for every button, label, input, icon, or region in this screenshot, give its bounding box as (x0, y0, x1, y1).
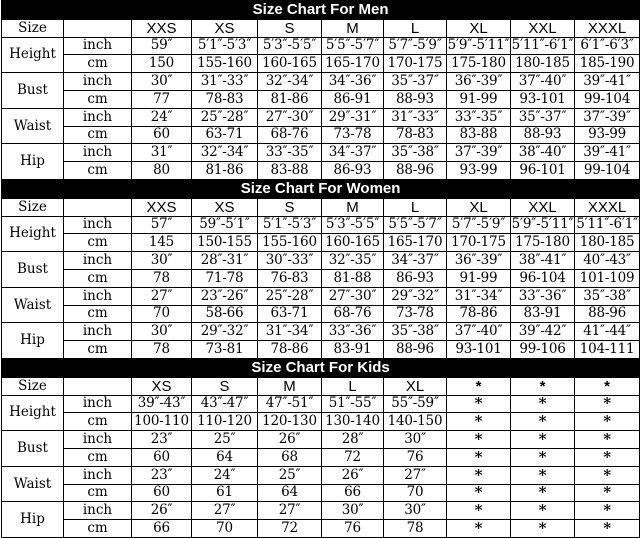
kids-value-cell: * (447, 448, 511, 466)
women-value-cell: 5′9″-5′11″ (511, 216, 574, 233)
kids-unit-label: inch (64, 466, 132, 484)
women-value-cell: 34″-37″ (384, 252, 447, 270)
men-value-cell: 93-99 (447, 162, 511, 180)
kids-value-cell: 100-110 (132, 413, 192, 431)
kids-value-cell: 23″ (132, 431, 192, 449)
men-hip-cm-row (2, 162, 640, 180)
women-size-header-cell: XL (447, 198, 511, 216)
women-value-cell: 25″-28″ (258, 287, 322, 305)
women-value-cell: 23″-26″ (192, 287, 258, 305)
men-value-cell: 68-76 (258, 126, 322, 144)
kids-value-cell: * (511, 484, 575, 502)
women-value-cell: 5′7″-5′9″ (447, 216, 511, 234)
men-value-cell: 34″-37″ (322, 144, 384, 162)
women-size-header-row (2, 198, 640, 216)
women-value-cell: 5′11″-6′1″ (576, 216, 638, 233)
women-unit-label: cm (64, 305, 132, 323)
men-value-cell: 88-96 (384, 162, 447, 180)
women-value-cell: 5′3″-5′5″ (322, 216, 384, 234)
men-size-header-cell: XS (192, 19, 258, 37)
men-value-cell: 170-175 (384, 55, 447, 73)
women-value-cell: 93-101 (447, 341, 511, 359)
women-value-cell: 71-78 (192, 269, 258, 287)
kids-measure-label-waist: Waist (2, 466, 64, 502)
kids-value-cell: 55″-59″ (384, 395, 447, 413)
men-value-cell: 93-99 (575, 126, 640, 144)
kids-size-header-cell: * (575, 377, 640, 395)
men-bust-inch-row (2, 73, 640, 91)
men-value-cell: 31″-33″ (192, 73, 258, 91)
men-value-cell: 83-88 (447, 126, 511, 144)
kids-value-cell: 51″-55″ (322, 395, 384, 413)
kids-value-cell: 61 (192, 484, 258, 502)
kids-value-cell: 68 (258, 448, 322, 466)
women-title-row (2, 179, 640, 198)
women-value-cell: 170-175 (447, 234, 511, 252)
women-measure-label-waist: Waist (2, 287, 64, 323)
kids-value-cell: 66 (322, 484, 384, 502)
women-hip-cm-row (2, 341, 640, 359)
women-value-cell: 57″ (132, 216, 192, 234)
women-value-cell: 29″-32″ (192, 323, 258, 341)
men-measure-label-waist: Waist (2, 108, 64, 144)
kids-size-header-cell: XS (132, 377, 192, 395)
kids-value-cell: 39″-43″ (132, 395, 192, 413)
women-value-cell: 155-160 (258, 234, 322, 252)
men-bust-cm-row (2, 90, 640, 108)
women-value-cell: 5′5″-5′7″ (384, 216, 447, 234)
men-value-cell: 93-101 (511, 90, 575, 108)
women-bust-cm-row (2, 269, 640, 287)
men-value-cell: 5′7″-5′9″ (384, 37, 447, 55)
men-value-cell: 24″ (132, 108, 192, 126)
men-size-header-cell: L (384, 19, 447, 37)
kids-value-cell: 26″ (258, 431, 322, 449)
men-value-cell: 73-78 (322, 126, 384, 144)
men-value-cell: 39″-41″ (575, 144, 640, 162)
men-waist-cm-row (2, 126, 640, 144)
men-value-cell: 29″-31″ (322, 108, 384, 126)
men-value-cell: 150 (132, 55, 192, 73)
men-value-cell: 5′1″-5′3″ (192, 37, 258, 55)
men-value-cell: 5′5″-5′7″ (322, 37, 384, 55)
men-value-cell: 27″-30″ (258, 108, 322, 126)
men-value-cell: 81-86 (258, 90, 322, 108)
kids-value-cell: 64 (192, 448, 258, 466)
kids-value-cell: 140-150 (384, 413, 447, 431)
women-size-header-cell: XXL (511, 198, 575, 216)
women-value-cell: 33″-36″ (322, 323, 384, 341)
kids-value-cell: 30″ (384, 431, 447, 449)
men-value-cell: 5′9″-5′11″ (447, 37, 510, 54)
kids-value-cell: * (575, 395, 640, 413)
kids-value-cell: 30″ (384, 502, 447, 520)
men-value-cell: 5′11″-6′1″ (511, 37, 574, 54)
men-value-cell: 32″-34″ (258, 73, 322, 91)
men-value-cell: 35″-37″ (384, 73, 447, 91)
women-value-cell: 33″-36″ (511, 287, 575, 305)
men-value-cell: 34″-36″ (322, 73, 384, 91)
women-height-inch-row (2, 216, 640, 234)
size-chart (1, 0, 639, 538)
men-value-cell: 63-71 (192, 126, 258, 144)
women-value-cell: 83-91 (322, 341, 384, 359)
men-chart-title: Size Chart For Men (2, 1, 640, 20)
women-height-cm-row (2, 234, 640, 252)
women-value-cell: 78-86 (447, 305, 511, 323)
kids-value-cell: 25″ (192, 431, 258, 449)
men-value-cell: 81-86 (192, 162, 258, 180)
women-value-cell: 32″-35″ (322, 252, 384, 270)
kids-value-cell: 76 (322, 520, 384, 538)
kids-value-cell: 60 (132, 484, 192, 502)
kids-height-cm-row (2, 413, 640, 431)
men-value-cell: 59″ (132, 37, 192, 55)
women-value-cell: 28″-31″ (192, 252, 258, 270)
men-value-cell: 88-93 (511, 126, 575, 144)
men-value-cell: 38″-40″ (511, 144, 575, 162)
kids-title-row (2, 358, 640, 377)
women-value-cell: 36″-39″ (447, 252, 511, 270)
men-value-cell: 91-99 (447, 90, 511, 108)
men-size-header-cell: XXS (132, 19, 192, 37)
women-value-cell: 30″-33″ (258, 252, 322, 270)
men-value-cell: 36″-39″ (447, 73, 511, 91)
kids-value-cell: * (511, 502, 575, 520)
men-size-header-cell: S (258, 19, 322, 37)
men-unit-label: cm (64, 90, 132, 108)
kids-value-cell: * (575, 413, 640, 431)
women-chart-title: Size Chart For Women (2, 179, 640, 198)
women-value-cell: 96-104 (511, 269, 575, 287)
women-measure-label-height: Height (2, 216, 64, 252)
kids-value-cell: 43″-47″ (192, 395, 258, 413)
kids-size-label: Size (2, 377, 64, 395)
women-value-cell: 145 (132, 234, 192, 252)
women-value-cell: 73-81 (192, 341, 258, 359)
kids-value-cell: 25″ (258, 466, 322, 484)
men-value-cell: 39″-41″ (575, 73, 640, 91)
women-value-cell: 101-109 (575, 269, 640, 287)
women-value-cell: 70 (132, 305, 192, 323)
women-value-cell: 27″-30″ (322, 287, 384, 305)
women-unit-label: cm (64, 234, 132, 252)
kids-size-header-cell: L (322, 377, 384, 395)
men-value-cell: 86-91 (322, 90, 384, 108)
women-value-cell: 73-78 (384, 305, 447, 323)
men-unit-label: inch (64, 73, 132, 91)
kids-measure-label-hip: Hip (2, 502, 64, 538)
kids-value-cell: 72 (258, 520, 322, 538)
women-value-cell: 78-86 (258, 341, 322, 359)
men-value-cell: 165-170 (322, 55, 384, 73)
men-measure-label-hip: Hip (2, 144, 64, 180)
kids-value-cell: 27″ (258, 502, 322, 520)
women-value-cell: 99-106 (511, 341, 575, 359)
kids-value-cell: * (447, 395, 511, 413)
women-size-header-cell: XXS (132, 198, 192, 216)
men-value-cell: 99-104 (575, 90, 640, 108)
men-unit-label: cm (64, 55, 132, 73)
men-value-cell: 37″-40″ (511, 73, 575, 91)
kids-bust-cm-row (2, 448, 640, 466)
men-value-cell: 88-93 (384, 90, 447, 108)
men-value-cell: 25″-28″ (192, 108, 258, 126)
kids-value-cell: 30″ (322, 502, 384, 520)
kids-unit-label: cm (64, 448, 132, 466)
men-height-inch-row (2, 37, 640, 55)
women-size-label: Size (2, 198, 64, 216)
kids-value-cell: 66 (132, 520, 192, 538)
women-hip-inch-row (2, 323, 640, 341)
kids-value-cell: * (511, 413, 575, 431)
kids-value-cell: 24″ (192, 466, 258, 484)
kids-hip-inch-row (2, 502, 640, 520)
women-value-cell: 35″-38″ (575, 287, 640, 305)
kids-value-cell: 27″ (192, 502, 258, 520)
kids-value-cell: * (575, 502, 640, 520)
women-size-header-cell: M (322, 198, 384, 216)
kids-value-cell: * (575, 431, 640, 449)
women-size-header-cell: XS (192, 198, 258, 216)
women-value-cell: 78 (132, 269, 192, 287)
kids-value-cell: 78 (384, 520, 447, 538)
women-value-cell: 40″-43″ (575, 252, 640, 270)
men-size-header-row (2, 19, 640, 37)
kids-height-inch-row (2, 395, 640, 413)
men-unit-label: inch (64, 144, 132, 162)
men-value-cell: 60 (132, 126, 192, 144)
men-value-cell: 86-93 (322, 162, 384, 180)
kids-size-header-cell: M (258, 377, 322, 395)
women-value-cell: 160-165 (322, 234, 384, 252)
men-value-cell: 99-104 (575, 162, 640, 180)
kids-size-header-cell: S (192, 377, 258, 395)
women-unit-label: cm (64, 341, 132, 359)
men-value-cell: 96-101 (511, 162, 575, 180)
men-unit-label: cm (64, 126, 132, 144)
women-value-cell: 29″-32″ (384, 287, 447, 305)
women-value-cell: 76-83 (258, 269, 322, 287)
kids-unit-label: inch (64, 502, 132, 520)
kids-value-cell: 26″ (132, 502, 192, 520)
kids-size-header-cell: XL (384, 377, 447, 395)
men-size-header-cell: M (322, 19, 384, 37)
men-value-cell: 33″-35″ (258, 144, 322, 162)
men-unit-label: cm (64, 162, 132, 180)
kids-value-cell: * (447, 520, 511, 538)
kids-unit-label: inch (64, 395, 132, 413)
women-value-cell: 165-170 (384, 234, 447, 252)
kids-waist-inch-row (2, 466, 640, 484)
kids-value-cell: * (511, 431, 575, 449)
men-value-cell: 6′1″-6′3″ (575, 37, 640, 55)
women-size-header-cell: XXXL (575, 198, 640, 216)
men-value-cell: 31″ (132, 144, 192, 162)
women-unit-label: inch (64, 287, 132, 305)
women-value-cell: 88-96 (575, 305, 640, 323)
women-value-cell: 59″-5′1″ (192, 216, 258, 234)
kids-size-header-cell: * (511, 377, 575, 395)
women-value-cell: 38″-41″ (511, 252, 575, 270)
kids-value-cell: 64 (258, 484, 322, 502)
women-value-cell: 88-96 (384, 341, 447, 359)
men-header-blank (64, 19, 132, 37)
men-size-label: Size (2, 19, 64, 37)
women-value-cell: 39″-42″ (511, 323, 575, 341)
men-value-cell: 37″-39″ (447, 144, 511, 162)
kids-value-cell: 23″ (132, 466, 192, 484)
kids-value-cell: * (575, 466, 640, 484)
women-value-cell: 150-155 (192, 234, 258, 252)
women-waist-inch-row (2, 287, 640, 305)
kids-value-cell: 47″-51″ (258, 395, 322, 413)
women-value-cell: 27″ (132, 287, 192, 305)
women-value-cell: 30″ (132, 252, 192, 270)
kids-value-cell: 28″ (322, 431, 384, 449)
men-value-cell: 185-190 (575, 55, 640, 73)
kids-unit-label: inch (64, 431, 132, 449)
women-value-cell: 41″-44″ (575, 323, 640, 341)
kids-value-cell: 70 (384, 484, 447, 502)
men-value-cell: 160-165 (258, 55, 322, 73)
men-title-row (2, 1, 640, 20)
kids-unit-label: cm (64, 520, 132, 538)
kids-value-cell: * (447, 413, 511, 431)
kids-measure-label-height: Height (2, 395, 64, 431)
men-value-cell: 35″-37″ (511, 108, 575, 126)
kids-value-cell: * (511, 395, 575, 413)
women-value-cell: 37″-40″ (447, 323, 511, 341)
men-unit-label: inch (64, 37, 132, 55)
kids-value-cell: 60 (132, 448, 192, 466)
kids-waist-cm-row (2, 484, 640, 502)
kids-value-cell: * (575, 520, 640, 538)
men-value-cell: 32″-34″ (192, 144, 258, 162)
women-value-cell: 86-93 (384, 269, 447, 287)
kids-value-cell: * (447, 431, 511, 449)
women-bust-inch-row (2, 252, 640, 270)
women-unit-label: inch (64, 252, 132, 270)
kids-value-cell: * (447, 466, 511, 484)
kids-value-cell: 76 (384, 448, 447, 466)
women-value-cell: 5′1″-5′3″ (258, 216, 322, 234)
women-value-cell: 30″ (132, 323, 192, 341)
kids-value-cell: 70 (192, 520, 258, 538)
kids-value-cell: * (447, 502, 511, 520)
men-value-cell: 83-88 (258, 162, 322, 180)
women-value-cell: 31″-34″ (258, 323, 322, 341)
kids-value-cell: 26″ (322, 466, 384, 484)
women-size-header-cell: L (384, 198, 447, 216)
kids-value-cell: 72 (322, 448, 384, 466)
kids-size-header-cell: * (447, 377, 511, 395)
women-value-cell: 63-71 (258, 305, 322, 323)
kids-measure-label-bust: Bust (2, 431, 64, 467)
kids-chart-title: Size Chart For Kids (2, 358, 640, 377)
men-value-cell: 77 (132, 90, 192, 108)
kids-bust-inch-row (2, 431, 640, 449)
kids-value-cell: * (575, 448, 640, 466)
kids-header-blank (64, 377, 132, 395)
women-value-cell: 78 (132, 341, 192, 359)
men-size-header-cell: XL (447, 19, 511, 37)
women-unit-label: cm (64, 269, 132, 287)
kids-hip-cm-row (2, 520, 640, 538)
women-value-cell: 180-185 (575, 234, 640, 252)
men-value-cell: 31″-33″ (384, 108, 447, 126)
men-value-cell: 175-180 (447, 55, 511, 73)
men-measure-label-height: Height (2, 37, 64, 73)
kids-value-cell: 27″ (384, 466, 447, 484)
men-size-header-cell: XXXL (575, 19, 640, 37)
men-hip-inch-row (2, 144, 640, 162)
men-unit-label: inch (64, 108, 132, 126)
men-value-cell: 155-160 (192, 55, 258, 73)
women-unit-label: inch (64, 323, 132, 341)
kids-value-cell: * (575, 484, 640, 502)
men-value-cell: 5′3″-5′5″ (258, 37, 322, 55)
kids-value-cell: * (511, 466, 575, 484)
men-measure-label-bust: Bust (2, 73, 64, 109)
men-waist-inch-row (2, 108, 640, 126)
women-value-cell: 83-91 (511, 305, 575, 323)
women-measure-label-hip: Hip (2, 323, 64, 359)
women-value-cell: 31″-34″ (447, 287, 511, 305)
men-value-cell: 35″-38″ (384, 144, 447, 162)
size-chart-table (1, 0, 640, 538)
women-unit-label: inch (64, 216, 132, 234)
women-value-cell: 68-76 (322, 305, 384, 323)
men-value-cell: 78-83 (384, 126, 447, 144)
women-waist-cm-row (2, 305, 640, 323)
kids-value-cell: 110-120 (192, 413, 258, 431)
women-value-cell: 91-99 (447, 269, 511, 287)
kids-value-cell: * (511, 520, 575, 538)
women-size-header-cell: S (258, 198, 322, 216)
men-value-cell: 180-185 (511, 55, 575, 73)
women-value-cell: 81-88 (322, 269, 384, 287)
kids-unit-label: cm (64, 413, 132, 431)
men-value-cell: 30″ (132, 73, 192, 91)
kids-unit-label: cm (64, 484, 132, 502)
men-value-cell: 33″-35″ (447, 108, 511, 126)
men-value-cell: 78-83 (192, 90, 258, 108)
men-size-header-cell: XXL (511, 19, 575, 37)
men-height-cm-row (2, 55, 640, 73)
women-header-blank (64, 198, 132, 216)
kids-value-cell: 120-130 (258, 413, 322, 431)
men-value-cell: 37″-39″ (575, 108, 640, 126)
women-value-cell: 104-111 (575, 341, 640, 359)
kids-value-cell: 130-140 (322, 413, 384, 431)
women-measure-label-bust: Bust (2, 252, 64, 288)
kids-value-cell: * (511, 448, 575, 466)
women-value-cell: 175-180 (511, 234, 575, 252)
women-value-cell: 58-66 (192, 305, 258, 323)
women-value-cell: 35″-38″ (384, 323, 447, 341)
kids-value-cell: * (447, 484, 511, 502)
kids-size-header-row (2, 377, 640, 395)
men-value-cell: 80 (132, 162, 192, 180)
